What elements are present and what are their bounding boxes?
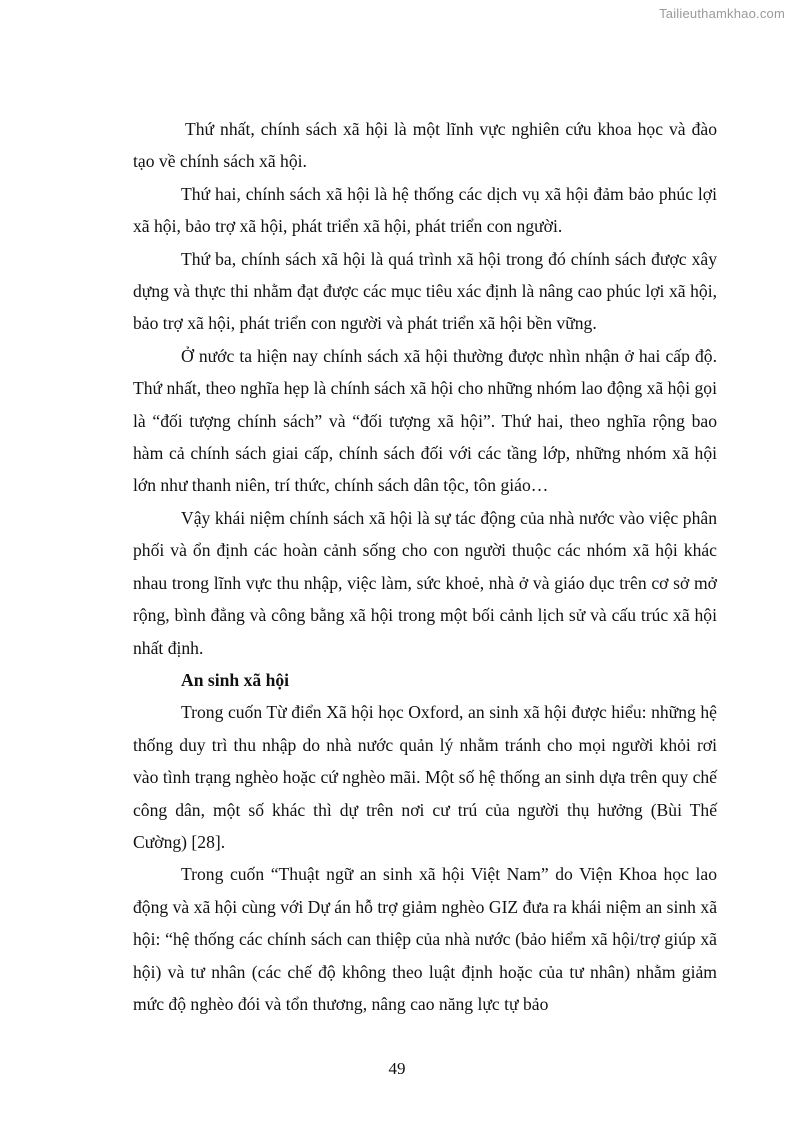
watermark-text: Tailieuthamkhao.com — [659, 6, 785, 21]
page-body — [133, 113, 717, 1020]
paragraph-6: Trong cuốn Từ điển Xã hội học Oxford, an sinh xã hội được hiểu: những hệ thống duy trì thu nhập do nhà nước quản lý nhằm tránh cho mọi người khỏi rơi vào tình trạng nghèo hoặc cứ nghèo mãi. Một số hệ thống an sinh dựa trên quy chế công dân, một số khác thì dự trên nơi cư trú của người thụ hưởng (Bùi Thế Cường) [28]. — [133, 702, 717, 852]
paragraph-4: Ở nước ta hiện nay chính sách xã hội thường được nhìn nhận ở hai cấp độ. Thứ nhất, theo nghĩa hẹp là chính sách xã hội cho những nhóm lao động xã hội gọi là “đối tượng chính sách” và “đối tượng xã hội”. Thứ hai, theo nghĩa rộng bao hàm cả chính sách giai cấp, chính sách đối với các tầng lớp, những nhóm xã hội lớn như thanh niên, trí thức, chính sách dân tộc, tôn giáo… — [133, 345, 717, 496]
paragraph-7: Trong cuốn “Thuật ngữ an sinh xã hội Việt Nam” do Viện Khoa học lao động và xã hội cùng với Dự án hỗ trợ giảm nghèo GIZ đưa ra khái niệm an sinh xã hội: “hệ thống các chính sách can thiệp của nhà nước (bảo hiểm xã hội/trợ giúp xã hội) và tư nhân (các chế độ không theo luật định hoặc của tư nhân) nhằm giảm mức độ nghèo đói và tổn thương, nâng cao năng lực tự bảo — [133, 864, 717, 1014]
page-number: 49 — [388, 1059, 406, 1078]
section-heading: An sinh xã hội — [181, 669, 290, 690]
paragraph-1: Thứ nhất, chính sách xã hội là một lĩnh vực nghiên cứu khoa học và đào tạo về chính sách xã hội. — [133, 119, 717, 172]
paragraph-2: Thứ hai, chính sách xã hội là hệ thống các dịch vụ xã hội đảm bảo phúc lợi xã hội, bảo trợ xã hội, phát triển xã hội, phát triển con người. — [133, 183, 717, 237]
paragraph-3: Thứ ba, chính sách xã hội là quá trình xã hội trong đó chính sách được xây dựng và thực thi nhằm đạt được các mục tiêu xác định là nâng cao phúc lợi xã hội, bảo trợ xã hội, phát triển con người và phát triển xã hội bền vững. — [133, 248, 717, 334]
paragraph-5: Vậy khái niệm chính sách xã hội là sự tác động của nhà nước vào việc phân phối và ổn định các hoàn cảnh sống cho con người thuộc các nhóm xã hội khác nhau trong lĩnh vực thu nhập, việc làm, sức khoẻ, nhà ở và giáo dục trên cơ sở mở rộng, bình đẳng và công bằng xã hội trong một bối cảnh lịch sử và cấu trúc xã hội nhất định. — [133, 507, 717, 658]
